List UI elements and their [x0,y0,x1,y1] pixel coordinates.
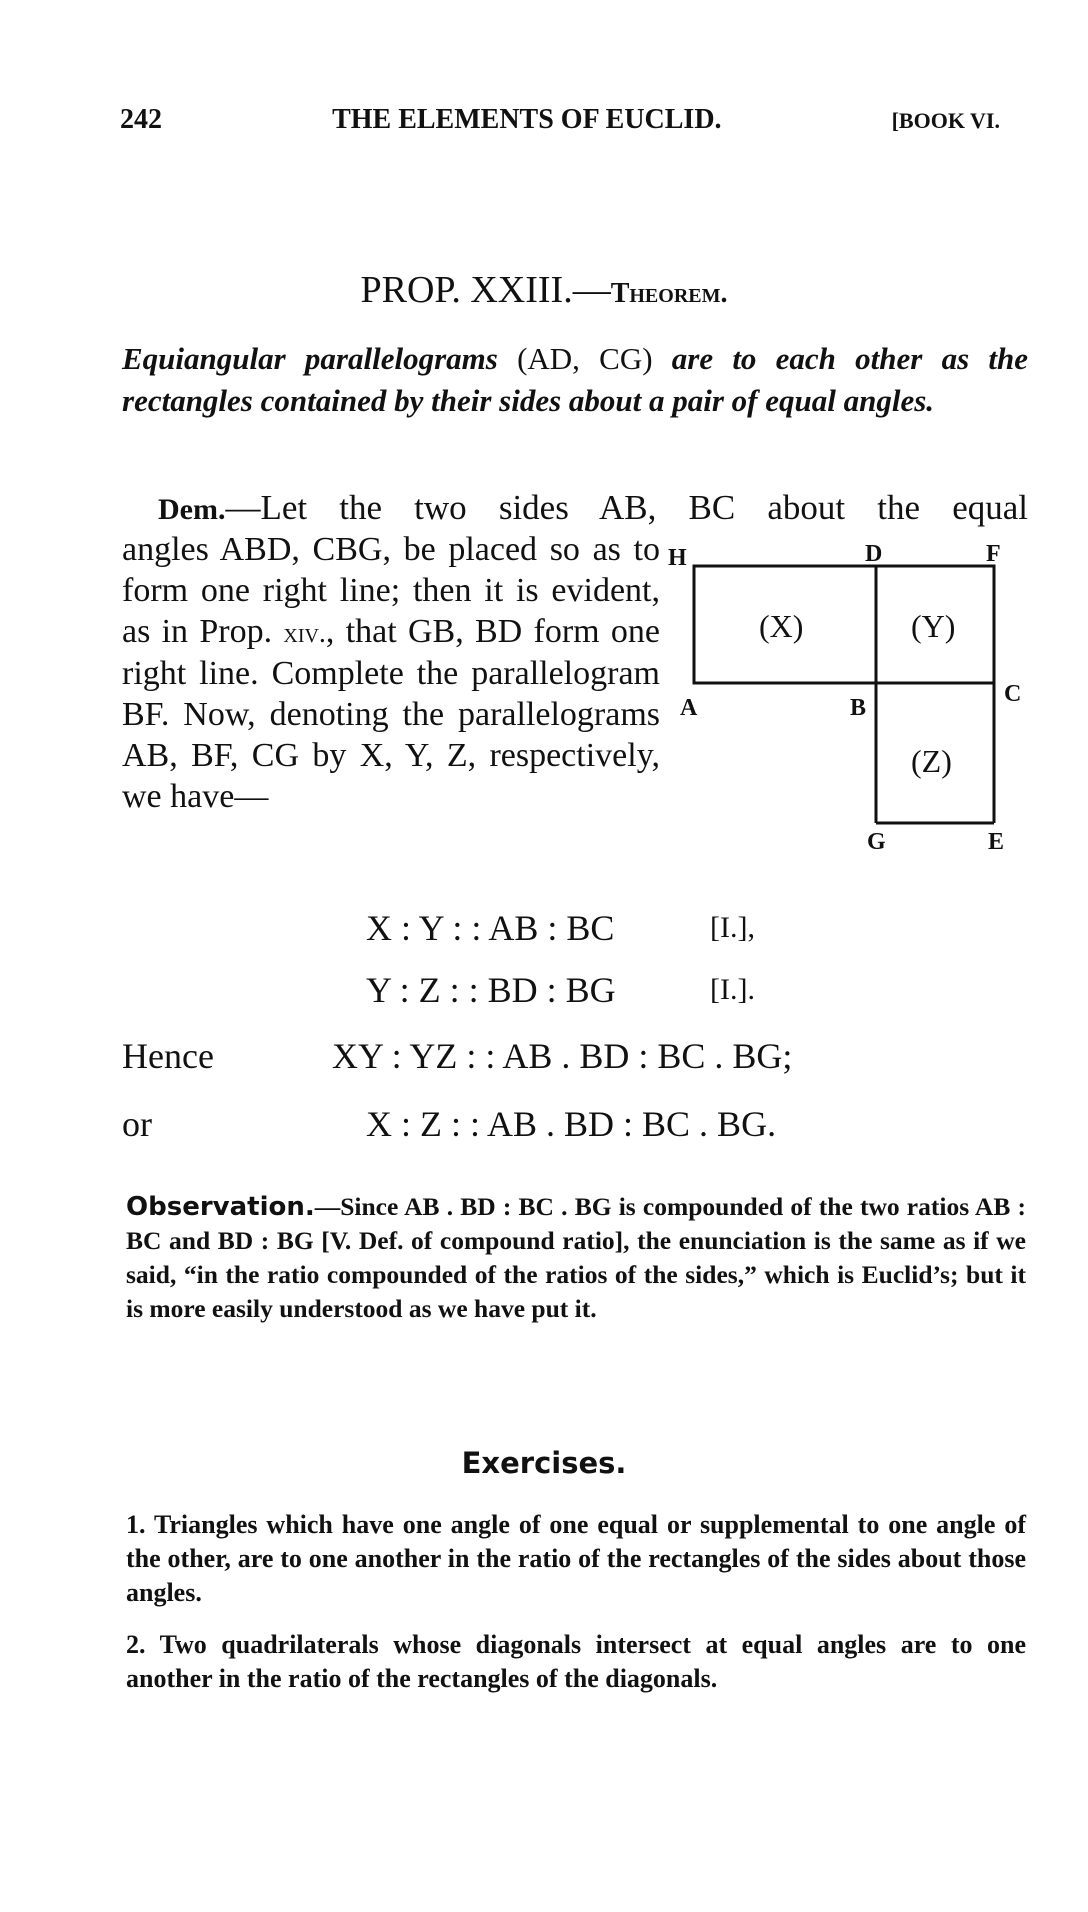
exercise-text: Two quadrilaterals whose diagonals intersect at equal angles are to one another in the ratio of the rectangles of the diagonals. [126,1630,1027,1693]
equation-reference: [I.], [710,911,755,944]
region-label-x: (X) [759,608,804,644]
parallelogram-figure [664,530,1034,855]
enunciation-part-3: are to each other as the rectangles contained by their sides about a pair of equal angles. [122,341,1028,418]
demonstration-first-text: —Let the two sides AB, BC about the equal [225,488,1028,527]
region-label-z: (Z) [911,743,952,779]
proposition-reference: xiv. [283,617,326,649]
equation-reference: [I.]. [710,973,755,1006]
running-head [120,104,1000,136]
exercises-heading: Exercises. [461,1446,627,1480]
exercise-number: 1. [126,1510,146,1539]
observation-paragraph [126,1190,1026,1326]
page-number: 242 [120,104,162,135]
equation-row [122,968,1022,1012]
book-indicator: [BOOK VI. [891,108,1000,133]
demonstration-text-2: , that GB, BD form one right line. Complete the parallelogram BF. Now, denoting the parallelograms AB, BF, CG by X, Y, Z, respectively, we have— [122,612,660,815]
demonstration-lead: Dem. [158,493,226,526]
region-label-y: (Y) [911,608,956,644]
equation-expression: XY : YZ : : AB . BD : BC . BG; [332,1036,793,1076]
equation-prefix: Hence [122,1036,214,1076]
equation-row [122,906,1022,950]
exercise-item [126,1508,1026,1610]
proposition-kind: Theorem. [610,278,728,309]
figure-label-f: F [986,541,1001,567]
running-title: THE ELEMENTS OF EUCLID. [332,104,722,135]
proposition-number: PROP. XXIII.— [360,269,611,311]
observation-text: —Since AB . BD : BC . BG is compounded of the two ratios AB : BC and BD : BG [V. Def. of compound ratio], the enunciation is the same as if we said, “in the ratio compounded of the ratios of the sides,” which is Euclid’s; but it is more easily understood as we have put it. [126,1192,1026,1323]
figure-label-g: G [867,829,886,855]
proposition-title [0,268,1088,312]
figure-label-b: B [850,695,867,721]
equation-row [122,1102,1022,1146]
figure-diagram [664,530,1034,850]
exercise-text: Triangles which have one angle of one equal or supplemental to one angle of the other, are to one another in the ratio of the rectangles of the sides about those angles. [126,1510,1026,1607]
demonstration-body [122,530,660,818]
enunciation-figure-ref: (AD, CG) [517,341,653,376]
figure-label-d: D [865,541,883,567]
exercise-item [126,1628,1026,1696]
figure-label-e: E [988,829,1005,855]
equation-row [122,1034,1022,1078]
figure-label-c: C [1004,681,1022,707]
demonstration-first-line [158,488,1028,530]
observation-lead: Observation. [126,1192,315,1222]
equation-expression: Y : Z : : BD : BG [366,970,616,1010]
exercise-number: 2. [126,1630,146,1659]
figure-label-h: H [668,545,687,571]
enunciation-part-1: Equiangular parallelograms [122,341,498,376]
demonstration-text-1: angles ABD, CBG, be placed so as to form one right line; then it is evident, as in Prop. [122,531,660,650]
figure-label-a: A [680,695,698,721]
equation-prefix: or [122,1104,152,1144]
equation-expression: X : Y : : AB : BC [366,908,615,948]
equation-expression: X : Z : : AB . BD : BC . BG. [366,1104,777,1144]
enunciation [122,338,1028,422]
